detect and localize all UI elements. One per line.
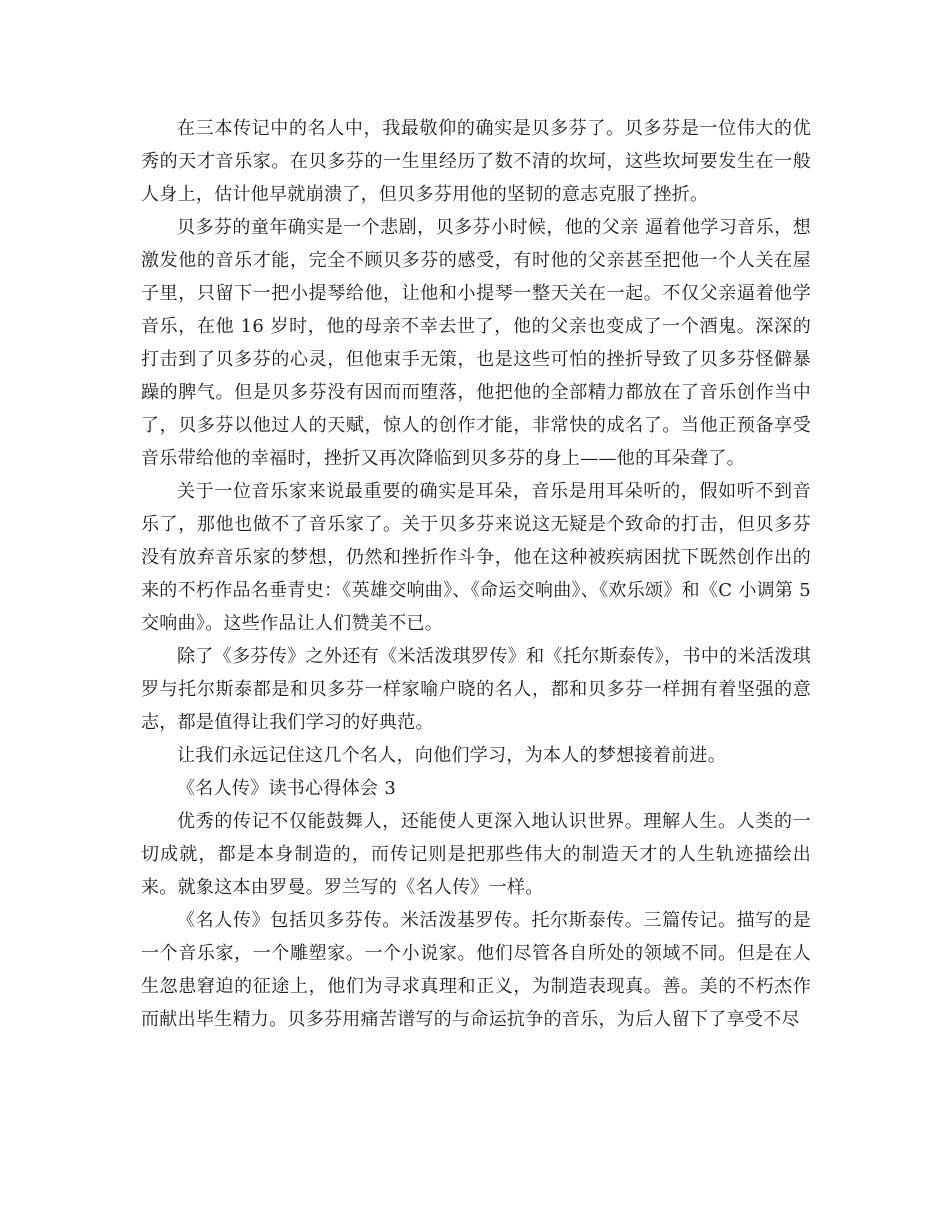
paragraph-biography-value: 优秀的传记不仅能鼓舞人，还能使人更深入地认识世界。理解人生。人类的一切成就，都是本身制造的，而传记则是把那些伟大的制造天才的人生轨迹描绘出来。就象这本由罗曼。罗兰写的《名人传》一样。 [141, 811, 811, 898]
section-heading: 《名人传》读书心得体会 3 [177, 778, 397, 799]
paragraph-book-summary: 《名人传》包括贝多芬传。米活泼基罗传。托尔斯泰传。三篇传记。描写的是一个音乐家，一个雕塑家。一个小说家。他们尽管各自所处的领域不同。但是在人生忽患窘迫的征途上，他们为寻求真理和正义，为制造表现真。善。美的不朽杰作而献出毕生精力。贝多芬用痛苦谱写的与命运抗争的音乐，为后人留下了享受不尽 [141, 910, 811, 1030]
paragraph-conclusion: 让我们永远记住这几个名人，向他们学习，为本人的梦想接着前进。 [177, 745, 726, 766]
paragraph-other-biographies: 除了《多芬传》之外还有《米活泼琪罗传》和《托尔斯泰传》，书中的米活泼琪罗与托尔斯泰都是和贝多芬一样家喻户晓的名人，都和贝多芬一样拥有着坚强的意志，都是值得让我们学习的好典范。 [141, 646, 811, 733]
paragraph-beethoven-childhood: 贝多芬的童年确实是一个悲剧，贝多芬小时候，他的父亲 逼着他学习音乐，想激发他的音乐才能，完全不顾贝多芬的感受，有时他的父亲甚至把他一个人关在屋子里，只留下一把小提琴给他，让他和小提琴一整天关在一起。不仅父亲逼着他学音乐，在他 16 岁时，他的母亲不幸去世了，他的父亲也变成了一个酒鬼。深深的打击到了贝多芬的心灵，但他束手无策，也是这些可怕的挫折导致了贝多芬怪僻暴躁的脾气。但是贝多芬没有因而而堕落，他把他的全部精力都放在了音乐创作当中了，贝多芬以他过人的天赋，惊人的创作才能，非常快的成名了。当他正预备享受音乐带给他的幸福时，挫折又再次降临到贝多芬的身上——他的耳朵聋了。 [141, 217, 811, 469]
paragraph-beethoven-admiration: 在三本传记中的名人中，我最敬仰的确实是贝多芬了。贝多芬是一位伟大的优秀的天才音乐家。在贝多芬的一生里经历了数不清的坎坷，这些坎坷要发生在一般人身上，估计他早就崩溃了，但贝多芬用他的坚韧的意志克服了挫折。 [141, 118, 811, 205]
document-body [141, 112, 811, 1036]
paragraph-beethoven-deafness: 关于一位音乐家来说最重要的确实是耳朵，音乐是用耳朵听的，假如听不到音乐了，那他也做不了音乐家了。关于贝多芬来说这无疑是个致命的打击，但贝多芬没有放弃音乐家的梦想，仍然和挫折作斗争，他在这种被疾病困扰下既然创作出的来的不朽作品名垂青史：《英雄交响曲》、《命运交响曲》、《欢乐颂》和《C 小调第 5 交响曲》。这些作品让人们赞美不已。 [141, 481, 811, 634]
